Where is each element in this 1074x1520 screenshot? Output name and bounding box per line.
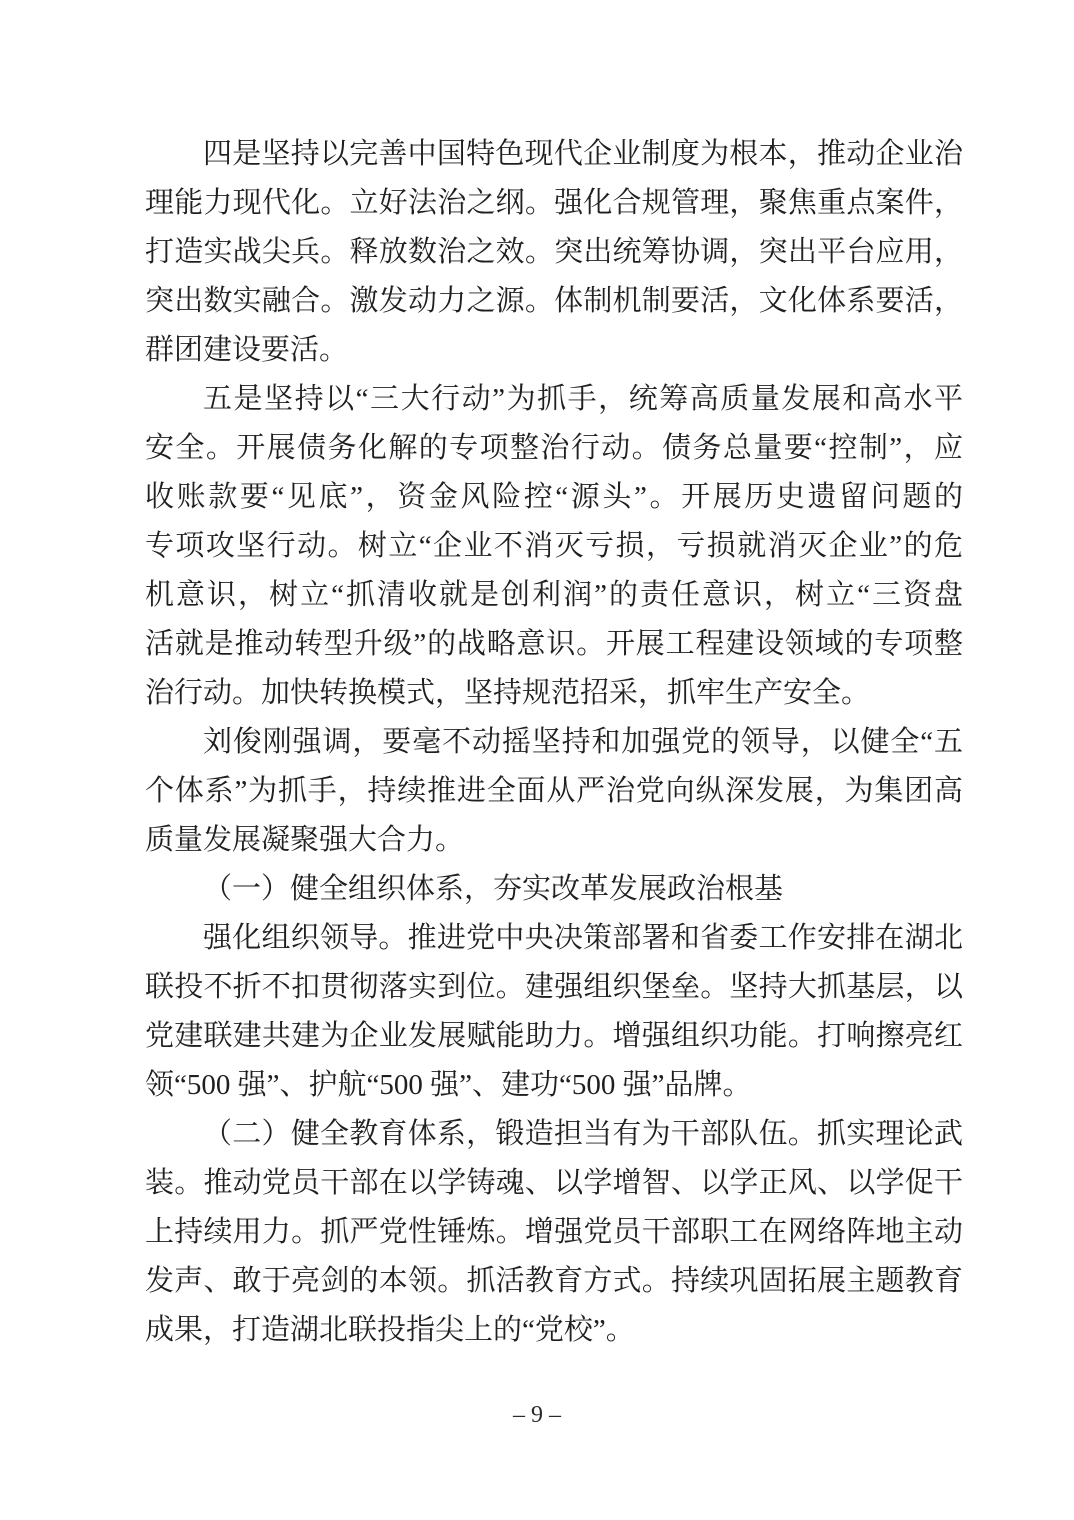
text-line: 四是坚持以完善中国特色现代企业制度为根本，推动企业治 xyxy=(203,138,963,170)
text-line: 发声、敢于亮剑的本领。抓活教育方式。持续巩固拓展主题教育 xyxy=(145,1265,963,1297)
body-paragraph xyxy=(145,1110,963,1355)
body-paragraph xyxy=(145,130,963,375)
text-line: 机意识，树立“抓清收就是创利润”的责任意识，树立“三资盘 xyxy=(145,579,963,611)
text-line: 活就是推动转型升级”的战略意识。开展工程建设领域的专项整 xyxy=(145,628,963,660)
text-line: 质量发展凝聚强大合力。 xyxy=(145,824,465,856)
text-line: 打造实战尖兵。释放数治之效。突出统筹协调，突出平台应用， xyxy=(145,236,963,268)
text-line: 安全。开展债务化解的专项整治行动。债务总量要“控制”，应 xyxy=(145,432,963,464)
body-paragraph xyxy=(145,718,963,865)
page-number: – 9 – xyxy=(513,1402,561,1428)
text-line: 上持续用力。抓严党性锤炼。增强党员干部职工在网络阵地主动 xyxy=(145,1216,963,1248)
body-paragraph xyxy=(145,914,963,1110)
document-body xyxy=(145,130,963,1355)
page-footer xyxy=(0,1402,1074,1429)
text-line: 联投不折不扣贯彻落实到位。建强组织堡垒。坚持大抓基层，以 xyxy=(145,971,963,1003)
text-line: 装。推动党员干部在以学铸魂、以学增智、以学正风、以学促干 xyxy=(145,1167,963,1199)
text-line: 强化组织领导。推进党中央决策部署和省委工作安排在湖北 xyxy=(203,922,963,954)
text-line: 治行动。加快转换模式，坚持规范招采，抓牢生产安全。 xyxy=(145,677,871,709)
text-line: （一）健全组织体系，夯实改革发展政治根基 xyxy=(203,873,784,905)
text-line: 领“500 强”、护航“500 强”、建功“500 强”品牌。 xyxy=(145,1069,752,1101)
text-line: 五是坚持以“三大行动”为抓手，统筹高质量发展和高水平 xyxy=(203,383,963,415)
text-line: 成果，打造湖北联投指尖上的“党校”。 xyxy=(145,1314,635,1346)
text-line: 刘俊刚强调，要毫不动摇坚持和加强党的领导，以健全“五 xyxy=(203,726,963,758)
text-line: （二）健全教育体系，锻造担当有为干部队伍。抓实理论武 xyxy=(203,1118,963,1150)
text-line: 专项攻坚行动。树立“企业不消灭亏损，亏损就消灭企业”的危 xyxy=(145,530,963,562)
text-line: 理能力现代化。立好法治之纲。强化合规管理，聚焦重点案件， xyxy=(145,187,963,219)
text-line: 党建联建共建为企业发展赋能助力。增强组织功能。打响擦亮红 xyxy=(145,1020,963,1052)
body-paragraph xyxy=(145,375,963,718)
text-line: 群团建设要活。 xyxy=(145,334,349,366)
text-line: 突出数实融合。激发动力之源。体制机制要活，文化体系要活， xyxy=(145,285,963,317)
text-line: 个体系”为抓手，持续推进全面从严治党向纵深发展，为集团高 xyxy=(145,775,963,807)
section-heading xyxy=(145,865,963,914)
text-line: 收账款要“见底”，资金风险控“源头”。开展历史遗留问题的 xyxy=(145,481,963,513)
